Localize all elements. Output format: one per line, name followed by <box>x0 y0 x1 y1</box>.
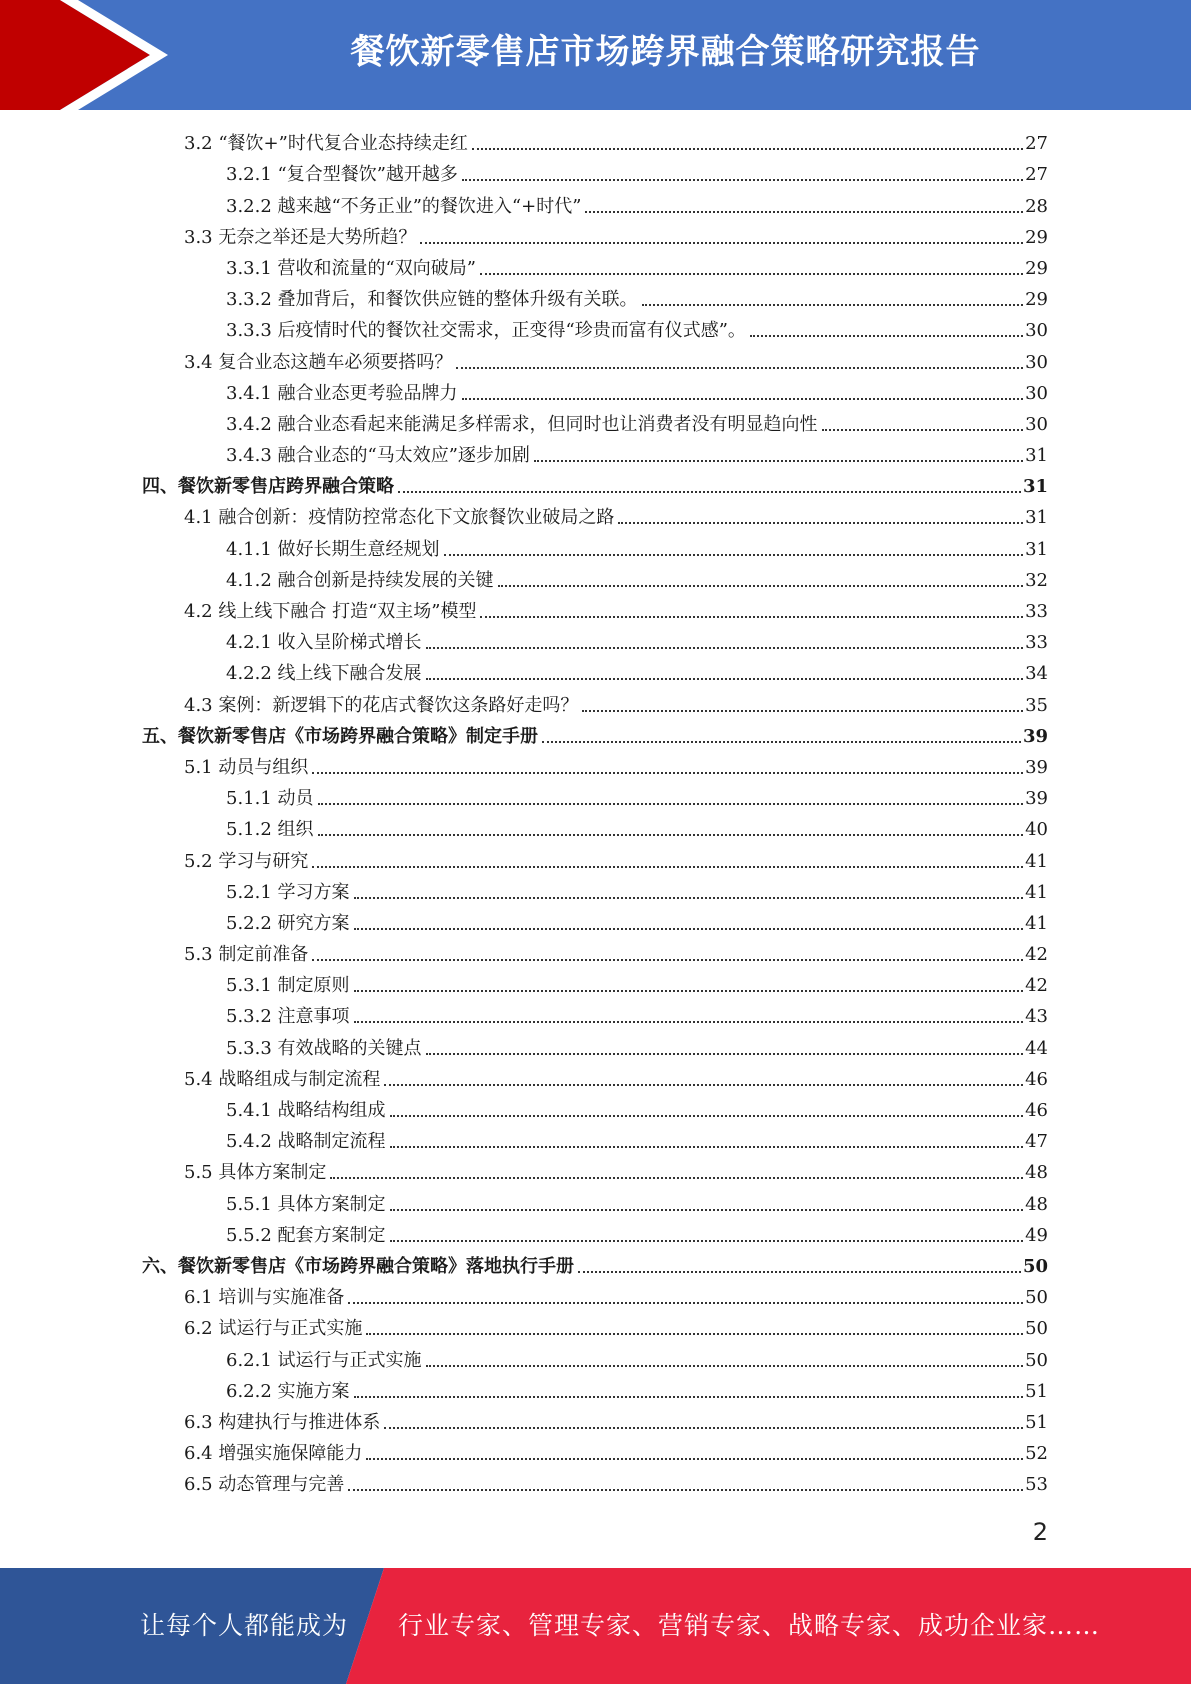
toc-leader-dots <box>398 491 1021 493</box>
toc-entry-page: 42 <box>1025 975 1048 997</box>
toc-entry-title: 5.5 具体方案制定 <box>184 1162 327 1184</box>
toc-leader-dots <box>384 1427 1023 1429</box>
toc-entry[interactable] <box>142 470 1048 501</box>
toc-entry[interactable] <box>142 1437 1048 1468</box>
toc-entry-title: 5.3.3 有效战略的关键点 <box>226 1037 422 1059</box>
toc-entry-title: 5.3.2 注意事项 <box>226 1006 350 1028</box>
toc-entry[interactable] <box>142 564 1048 595</box>
toc-entry-page: 39 <box>1025 756 1048 778</box>
toc-entry-title: 3.4.3 融合业态的“马太效应”逐步加剧 <box>226 445 530 467</box>
toc-entry[interactable] <box>142 501 1048 532</box>
toc-entry-title: 4.3 案例：新逻辑下的花店式餐饮这条路好走吗？ <box>184 694 579 716</box>
toc-entry-title: 5.4.2 战略制定流程 <box>226 1131 386 1153</box>
toc-entry-title: 3.2.1 “复合型餐饮”越开越多 <box>226 164 458 186</box>
toc-entry[interactable] <box>142 1063 1048 1094</box>
toc-leader-dots <box>582 710 1023 712</box>
toc-entry-title: 3.2.2 越来越“不务正业”的餐饮进入“+时代” <box>226 195 582 217</box>
toc-entry-page: 42 <box>1025 944 1048 966</box>
toc-entry-page: 43 <box>1025 1006 1048 1028</box>
toc-entry[interactable] <box>142 813 1048 844</box>
toc-entry-page: 35 <box>1025 694 1048 716</box>
toc-entry-title: 3.2 “餐饮+”时代复合业态持续走红 <box>184 133 468 155</box>
toc-entry[interactable] <box>142 345 1048 376</box>
toc-entry-title: 6.4 增强实施保障能力 <box>184 1443 363 1465</box>
toc-entry-title: 5.1.1 动员 <box>226 788 314 810</box>
toc-entry-page: 39 <box>1022 725 1048 747</box>
toc-leader-dots <box>426 1365 1024 1367</box>
toc-entry[interactable] <box>142 439 1048 470</box>
toc-leader-dots <box>426 647 1024 649</box>
toc-entry[interactable] <box>142 1187 1048 1218</box>
toc-leader-dots <box>312 866 1023 868</box>
toc-entry[interactable] <box>142 1406 1048 1437</box>
toc-leader-dots <box>426 678 1024 680</box>
toc-entry-title: 3.4.2 融合业态看起来能满足多样需求，但同时也让消费者没有明显趋向性 <box>226 413 818 435</box>
toc-entry[interactable] <box>142 1468 1048 1499</box>
toc-leader-dots <box>348 1302 1023 1304</box>
toc-entry-title: 5.4.1 战略结构组成 <box>226 1100 386 1121</box>
toc-entry[interactable] <box>142 1312 1048 1343</box>
toc-leader-dots <box>480 616 1023 618</box>
toc-leader-dots <box>498 585 1024 587</box>
toc-leader-dots <box>642 304 1024 306</box>
toc-entry[interactable] <box>142 657 1048 688</box>
toc-leader-dots <box>384 1084 1023 1086</box>
toc-leader-dots <box>420 242 1023 244</box>
toc-entry-page: 51 <box>1025 1380 1048 1402</box>
toc-entry-page: 29 <box>1025 257 1048 279</box>
toc-entry-title: 6.5 动态管理与完善 <box>184 1474 345 1496</box>
toc-leader-dots <box>618 522 1023 524</box>
toc-leader-dots <box>750 335 1023 337</box>
toc-entry[interactable] <box>142 969 1048 1000</box>
toc-entry-page: 48 <box>1025 1162 1048 1184</box>
toc-entry-page: 48 <box>1025 1193 1048 1215</box>
toc-entry[interactable] <box>142 532 1048 563</box>
toc-entry-page: 39 <box>1025 788 1048 810</box>
toc-entry-title: 3.4.1 融合业态更考验品牌力 <box>226 382 458 404</box>
toc-entry-page: 49 <box>1025 1224 1048 1246</box>
toc-entry-page: 27 <box>1025 164 1048 186</box>
toc-entry-page: 29 <box>1025 289 1048 311</box>
toc-entry[interactable] <box>142 1281 1048 1312</box>
toc-leader-dots <box>354 1021 1024 1023</box>
toc-entry-page: 30 <box>1025 413 1048 435</box>
table-of-contents <box>142 127 1048 1499</box>
toc-entry-title: 3.4 复合业态这趟车必须要搭吗？ <box>184 351 453 373</box>
toc-entry-title: 5.3 制定前准备 <box>184 944 309 966</box>
toc-entry-title: 5.4 战略组成与制定流程 <box>184 1068 381 1090</box>
toc-entry-title: 3.3 无奈之举还是大势所趋？ <box>184 226 417 248</box>
toc-leader-dots <box>472 148 1023 150</box>
toc-leader-dots <box>312 959 1023 961</box>
toc-entry-title: 4.1 融合创新：疫情防控常态化下文旅餐饮业破局之路 <box>184 507 615 529</box>
toc-leader-dots <box>585 211 1023 213</box>
toc-leader-dots <box>444 554 1024 556</box>
toc-entry-page: 34 <box>1025 663 1048 685</box>
toc-entry[interactable] <box>142 751 1048 782</box>
toc-entry[interactable] <box>142 158 1048 189</box>
toc-leader-dots <box>330 1177 1023 1179</box>
toc-entry[interactable] <box>142 377 1048 408</box>
toc-entry-title: 3.3.2 叠加背后，和餐饮供应链的整体升级有关联。 <box>226 289 638 311</box>
toc-entry-title: 六、餐饮新零售店《市场跨界融合策略》落地执行手册 <box>142 1255 574 1277</box>
toc-entry-page: 33 <box>1025 632 1048 654</box>
toc-entry-title: 4.1.2 融合创新是持续发展的关键 <box>226 569 494 591</box>
footer-slogan: 让每个人都能成为 <box>140 1611 349 1640</box>
toc-entry-title: 5.2.1 学习方案 <box>226 881 350 903</box>
page-footer <box>0 1568 1191 1684</box>
toc-entry-title: 6.3 构建执行与推进体系 <box>184 1411 381 1433</box>
toc-entry-title: 6.2 试运行与正式实施 <box>184 1318 363 1340</box>
toc-entry[interactable] <box>142 221 1048 252</box>
toc-leader-dots <box>390 1240 1024 1242</box>
header-red-arrow <box>0 0 150 110</box>
toc-entry[interactable] <box>142 938 1048 969</box>
toc-entry-page: 50 <box>1025 1287 1048 1309</box>
toc-entry[interactable] <box>142 1031 1048 1062</box>
toc-entry[interactable] <box>142 1250 1048 1281</box>
toc-entry-page: 28 <box>1025 195 1048 217</box>
toc-entry-title: 5.1 动员与组织 <box>184 756 309 778</box>
report-title: 餐饮新零售店市场跨界融合策略研究报告 <box>350 32 981 72</box>
toc-entry-page: 51 <box>1025 1411 1048 1433</box>
toc-entry-page: 50 <box>1022 1255 1048 1277</box>
toc-entry-title: 4.2 线上线下融合 打造“双主场”模型 <box>184 601 477 622</box>
toc-entry-page: 31 <box>1025 445 1048 467</box>
toc-entry-page: 47 <box>1025 1131 1048 1153</box>
toc-entry-title: 3.3.1 营收和流量的“双向破局” <box>226 257 476 279</box>
toc-entry-title: 3.3.3 后疫情时代的餐饮社交需求，正变得“珍贵而富有仪式感”。 <box>226 320 746 342</box>
toc-entry-page: 33 <box>1025 601 1048 622</box>
toc-leader-dots <box>354 1396 1024 1398</box>
toc-entry-title: 4.2.1 收入呈阶梯式增长 <box>226 632 422 654</box>
toc-leader-dots <box>456 367 1023 369</box>
toc-entry[interactable] <box>142 1156 1048 1187</box>
toc-leader-dots <box>366 1458 1023 1460</box>
toc-entry-page: 27 <box>1025 133 1048 155</box>
toc-entry-title: 5.3.1 制定原则 <box>226 975 350 997</box>
toc-entry[interactable] <box>142 189 1048 220</box>
toc-entry[interactable] <box>142 720 1048 751</box>
toc-leader-dots <box>480 273 1023 275</box>
toc-entry[interactable] <box>142 127 1048 158</box>
toc-leader-dots <box>366 1333 1023 1335</box>
toc-entry[interactable] <box>142 907 1048 938</box>
toc-entry-page: 31 <box>1025 538 1048 560</box>
toc-leader-dots <box>348 1489 1023 1491</box>
toc-entry[interactable] <box>142 283 1048 314</box>
toc-leader-dots <box>318 834 1024 836</box>
toc-entry-title: 6.2.2 实施方案 <box>226 1380 350 1402</box>
toc-leader-dots <box>822 429 1024 431</box>
toc-entry[interactable] <box>142 844 1048 875</box>
toc-leader-dots <box>390 1115 1024 1117</box>
toc-entry[interactable] <box>142 252 1048 283</box>
toc-entry[interactable] <box>142 595 1048 626</box>
toc-entry-title: 4.1.1 做好长期生意经规划 <box>226 538 440 560</box>
toc-entry-page: 52 <box>1025 1443 1048 1465</box>
toc-entry-page: 31 <box>1022 476 1048 498</box>
toc-entry[interactable] <box>142 1219 1048 1250</box>
toc-entry-page: 32 <box>1025 569 1048 591</box>
toc-entry-page: 44 <box>1025 1037 1048 1059</box>
toc-leader-dots <box>534 460 1023 462</box>
toc-entry-page: 30 <box>1025 382 1048 404</box>
toc-entry-page: 30 <box>1025 351 1048 373</box>
toc-entry-title: 5.1.2 组织 <box>226 819 314 841</box>
toc-entry[interactable] <box>142 1000 1048 1031</box>
toc-entry-page: 46 <box>1025 1068 1048 1090</box>
toc-entry-page: 41 <box>1025 912 1048 934</box>
toc-entry-page: 50 <box>1025 1349 1048 1371</box>
toc-entry-title: 5.5.1 具体方案制定 <box>226 1193 386 1215</box>
toc-entry-page: 30 <box>1025 320 1048 342</box>
toc-leader-dots <box>462 398 1024 400</box>
toc-entry[interactable] <box>142 1094 1048 1125</box>
toc-entry[interactable] <box>142 688 1048 719</box>
page-number: 2 <box>1032 1518 1048 1546</box>
page-header <box>0 0 1191 110</box>
toc-entry-title: 五、餐饮新零售店《市场跨界融合策略》制定手册 <box>142 725 538 747</box>
toc-entry[interactable] <box>142 1343 1048 1374</box>
toc-entry-title: 四、餐饮新零售店跨界融合策略 <box>142 476 394 498</box>
toc-entry[interactable] <box>142 1375 1048 1406</box>
toc-leader-dots <box>354 928 1024 930</box>
toc-entry-title: 5.2.2 研究方案 <box>226 912 350 934</box>
toc-leader-dots <box>390 1209 1024 1211</box>
toc-entry-page: 31 <box>1025 507 1048 529</box>
toc-leader-dots <box>542 741 1021 743</box>
toc-leader-dots <box>354 990 1024 992</box>
toc-entry[interactable] <box>142 626 1048 657</box>
toc-entry-page: 41 <box>1025 850 1048 872</box>
toc-entry-title: 6.2.1 试运行与正式实施 <box>226 1349 422 1371</box>
toc-leader-dots <box>578 1271 1021 1273</box>
toc-entry-title: 6.1 培训与实施准备 <box>184 1287 345 1309</box>
toc-entry[interactable] <box>142 314 1048 345</box>
toc-leader-dots <box>318 803 1024 805</box>
toc-entry[interactable] <box>142 876 1048 907</box>
toc-leader-dots <box>390 1146 1024 1148</box>
toc-leader-dots <box>354 897 1024 899</box>
toc-entry-page: 40 <box>1025 819 1048 841</box>
toc-entry-page: 46 <box>1025 1100 1048 1121</box>
toc-entry-page: 50 <box>1025 1318 1048 1340</box>
toc-entry-title: 5.2 学习与研究 <box>184 850 309 872</box>
toc-leader-dots <box>312 772 1023 774</box>
toc-entry-page: 41 <box>1025 881 1048 903</box>
toc-entry-page: 53 <box>1025 1474 1048 1496</box>
toc-leader-dots <box>426 1053 1024 1055</box>
toc-entry-page: 29 <box>1025 226 1048 248</box>
toc-entry[interactable] <box>142 782 1048 813</box>
footer-expert-list: 行业专家、管理专家、营销专家、战略专家、成功企业家…… <box>398 1611 1101 1640</box>
toc-leader-dots <box>462 179 1023 181</box>
toc-entry[interactable] <box>142 1125 1048 1156</box>
toc-entry[interactable] <box>142 408 1048 439</box>
toc-entry-title: 5.5.2 配套方案制定 <box>226 1224 386 1246</box>
toc-entry-title: 4.2.2 线上线下融合发展 <box>226 663 422 685</box>
